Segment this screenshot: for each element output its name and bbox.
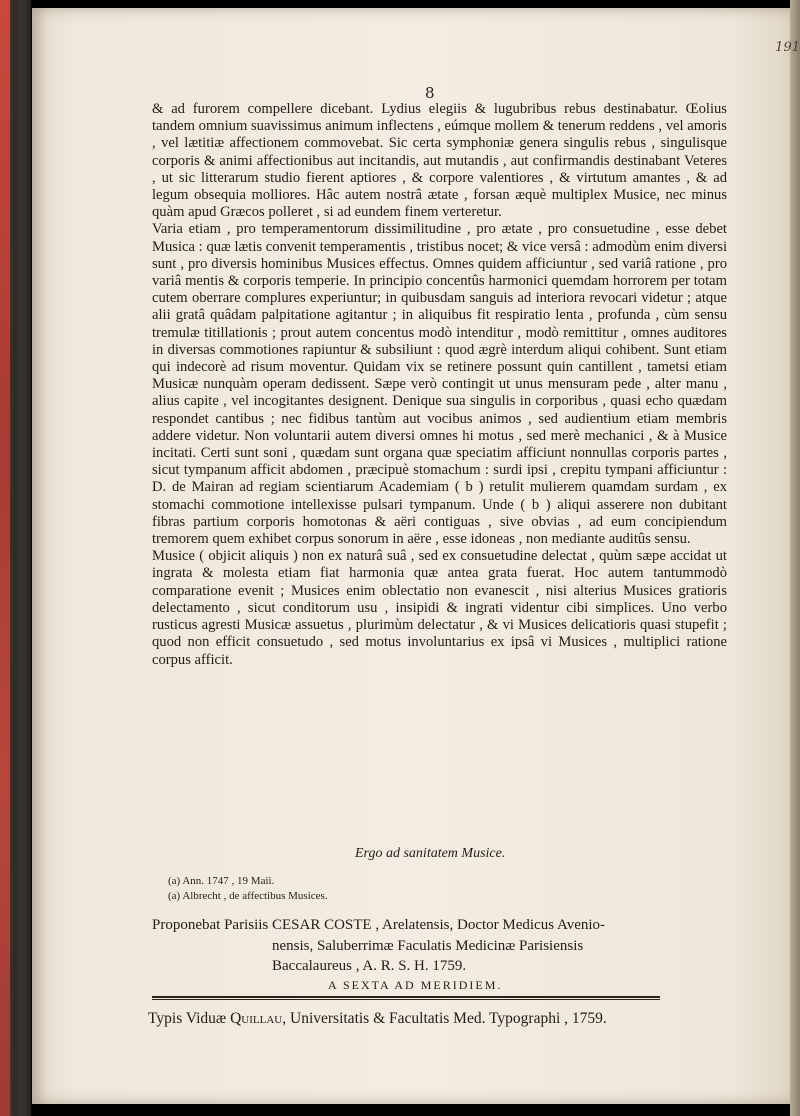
paragraph-3: Musice ( objicit aliquis ) non ex naturâ suâ , sed ex consuetudine delectat , quùm sæpe accidat ut ingrata & molesta etiam fiat harmonia quæ antea grata fuerat. Hoc autem tantummodò comparatione evenit ; Musices enim oblectatio non evanescit , nisi alterius Musices gratioris delectamento , sicut conditorum usu , insipidi & ingrati videntur cibi simplices. Uno verbo rusticus agresti Musicæ assuetus , plurimùm delectatur , & vi Musices delicatioris quasi stupefit ; quod non efficit consuetudo , sed motus involuntarius ex ipsâ vi Musices , multiplici ratione corpus afficit. bbox=[152, 548, 727, 668]
page-edge bbox=[790, 0, 800, 1116]
footnote-1: (a) Ann. 1747 , 19 Maii. bbox=[168, 875, 275, 887]
defense-line-3: Baccalaureus , A. R. S. H. 1759. bbox=[272, 958, 467, 974]
imprint-suffix: , Universitatis & Facultatis Med. Typographi , 1759. bbox=[282, 1010, 607, 1027]
paragraph-1: & ad furorem compellere dicebant. Lydius elegiis & lugubribus rebus destinabatur. Œolius tandem omnium suavissimus animum inflectens , eúmque mollem & tenerum reddens , vel amoris , vel lætitiæ affectionem commovebat. Sic certa symphoniæ genera singulis rebus , singulisque corporis & animi affectionibus aut incitandis, aut mutandis , aut confirmandis destinabant Veteres , ut sic litterarum studio fierent aptiores , & corpore valentiores , & virtutum amantes , & ad legum obsequia molliores. Hâc autem nostrâ ætate , forsan æquè multiplex Musice, nec minus quàm apud Græcos polleret , si ad eundem finem verteretur. bbox=[152, 101, 727, 221]
imprint-prefix: Typis Viduæ bbox=[148, 1010, 231, 1027]
body-text bbox=[152, 101, 727, 669]
defense-line-1: Proponebat Parisiis CESAR COSTE , Arelatensis, Doctor Medicus Avenio- bbox=[152, 917, 606, 933]
defense-line-2: nensis, Saluberrimæ Faculatis Medicinæ Parisiensis bbox=[272, 937, 584, 954]
red-book-spine bbox=[0, 0, 10, 1116]
edge-folio-mark: 191 bbox=[775, 40, 800, 55]
footnote-2: (a) Albrecht , de affectibus Musices. bbox=[168, 890, 328, 902]
divider-thick bbox=[152, 996, 660, 998]
page-number: 8 bbox=[425, 84, 435, 102]
printer-name: Quillau bbox=[230, 1010, 283, 1027]
session-time: A SEXTA AD MERIDIEM. bbox=[328, 978, 503, 992]
defense-statement bbox=[152, 915, 742, 977]
printer-imprint bbox=[148, 1010, 607, 1028]
footnotes bbox=[168, 874, 328, 904]
paragraph-2: Varia etiam , pro temperamentorum dissimilitudine , pro ætate , pro consuetudine , esse debet Musica : quæ lætis convenit temperamentis , tristibus nocet; & vice versâ : admodùm enim diversi sunt , pro diversis hominibus Musices effectus. Omnes quidem afficiuntur , sed variâ ratione , pro variâ mentis & corporis temperie. In principio concentûs harmonici quemdam horrorem per totam cutem oberrare complures experiuntur; in quibusdam sanguis ad interiora revocari videtur ; atque alii gratâ quâdam palpitatione agitantur ; in aliquibus fit respiratio lenta , profunda , cùm sensu tremulæ titillationis ; prout autem concentus modò intenditur , modò remittitur , omnes auditores in diversas commotiones rapiuntur & subsiliunt : quod ægrè interdum aliqui cohibent. Sunt etiam qui indecorè ad risum moventur. Quidam vix se retinere possunt quin cantillent , tametsi etiam Musicæ nunquàm operam dedissent. Sæpe verò contingit ut unus mensuram pede , alter manu , alius capite , vel incogitantes designent. Denique sua singulis in corporibus , quasi echo quædam respondet cantibus ; nec fidibus tantùm aut vocibus animos , sed audientium etiam membris addere videtur. Non voluntarii autem diversi omnes hi motus , sed merè mechanici , & à Musice incitati. Certi sunt soni , quædam sunt organa quæ speciatim afficiunt nonnullas corporis partes , sicut tympanum afficit abdomen , præcipuè stomachum : surdi ipsi , crepitu tympani afficiuntur : D. de Mairan ad regiam scientiarum Academiam ( b ) retulit mulierem quamdam surdam , ex stomachi commotione intellexisse pulsari tympanum. Unde ( b ) aliqui asserere non dubitant fibras partium corporis homotonas & aëri contiguas , sive obvias , ad eum concipiendum tremorem quem exhibet corpus sonorum in aëre , esse idoneas , non mediante auditûs sensu. bbox=[152, 221, 727, 548]
divider-thin bbox=[152, 999, 660, 1000]
conclusion-line: Ergo ad sanitatem Musice. bbox=[355, 846, 506, 861]
